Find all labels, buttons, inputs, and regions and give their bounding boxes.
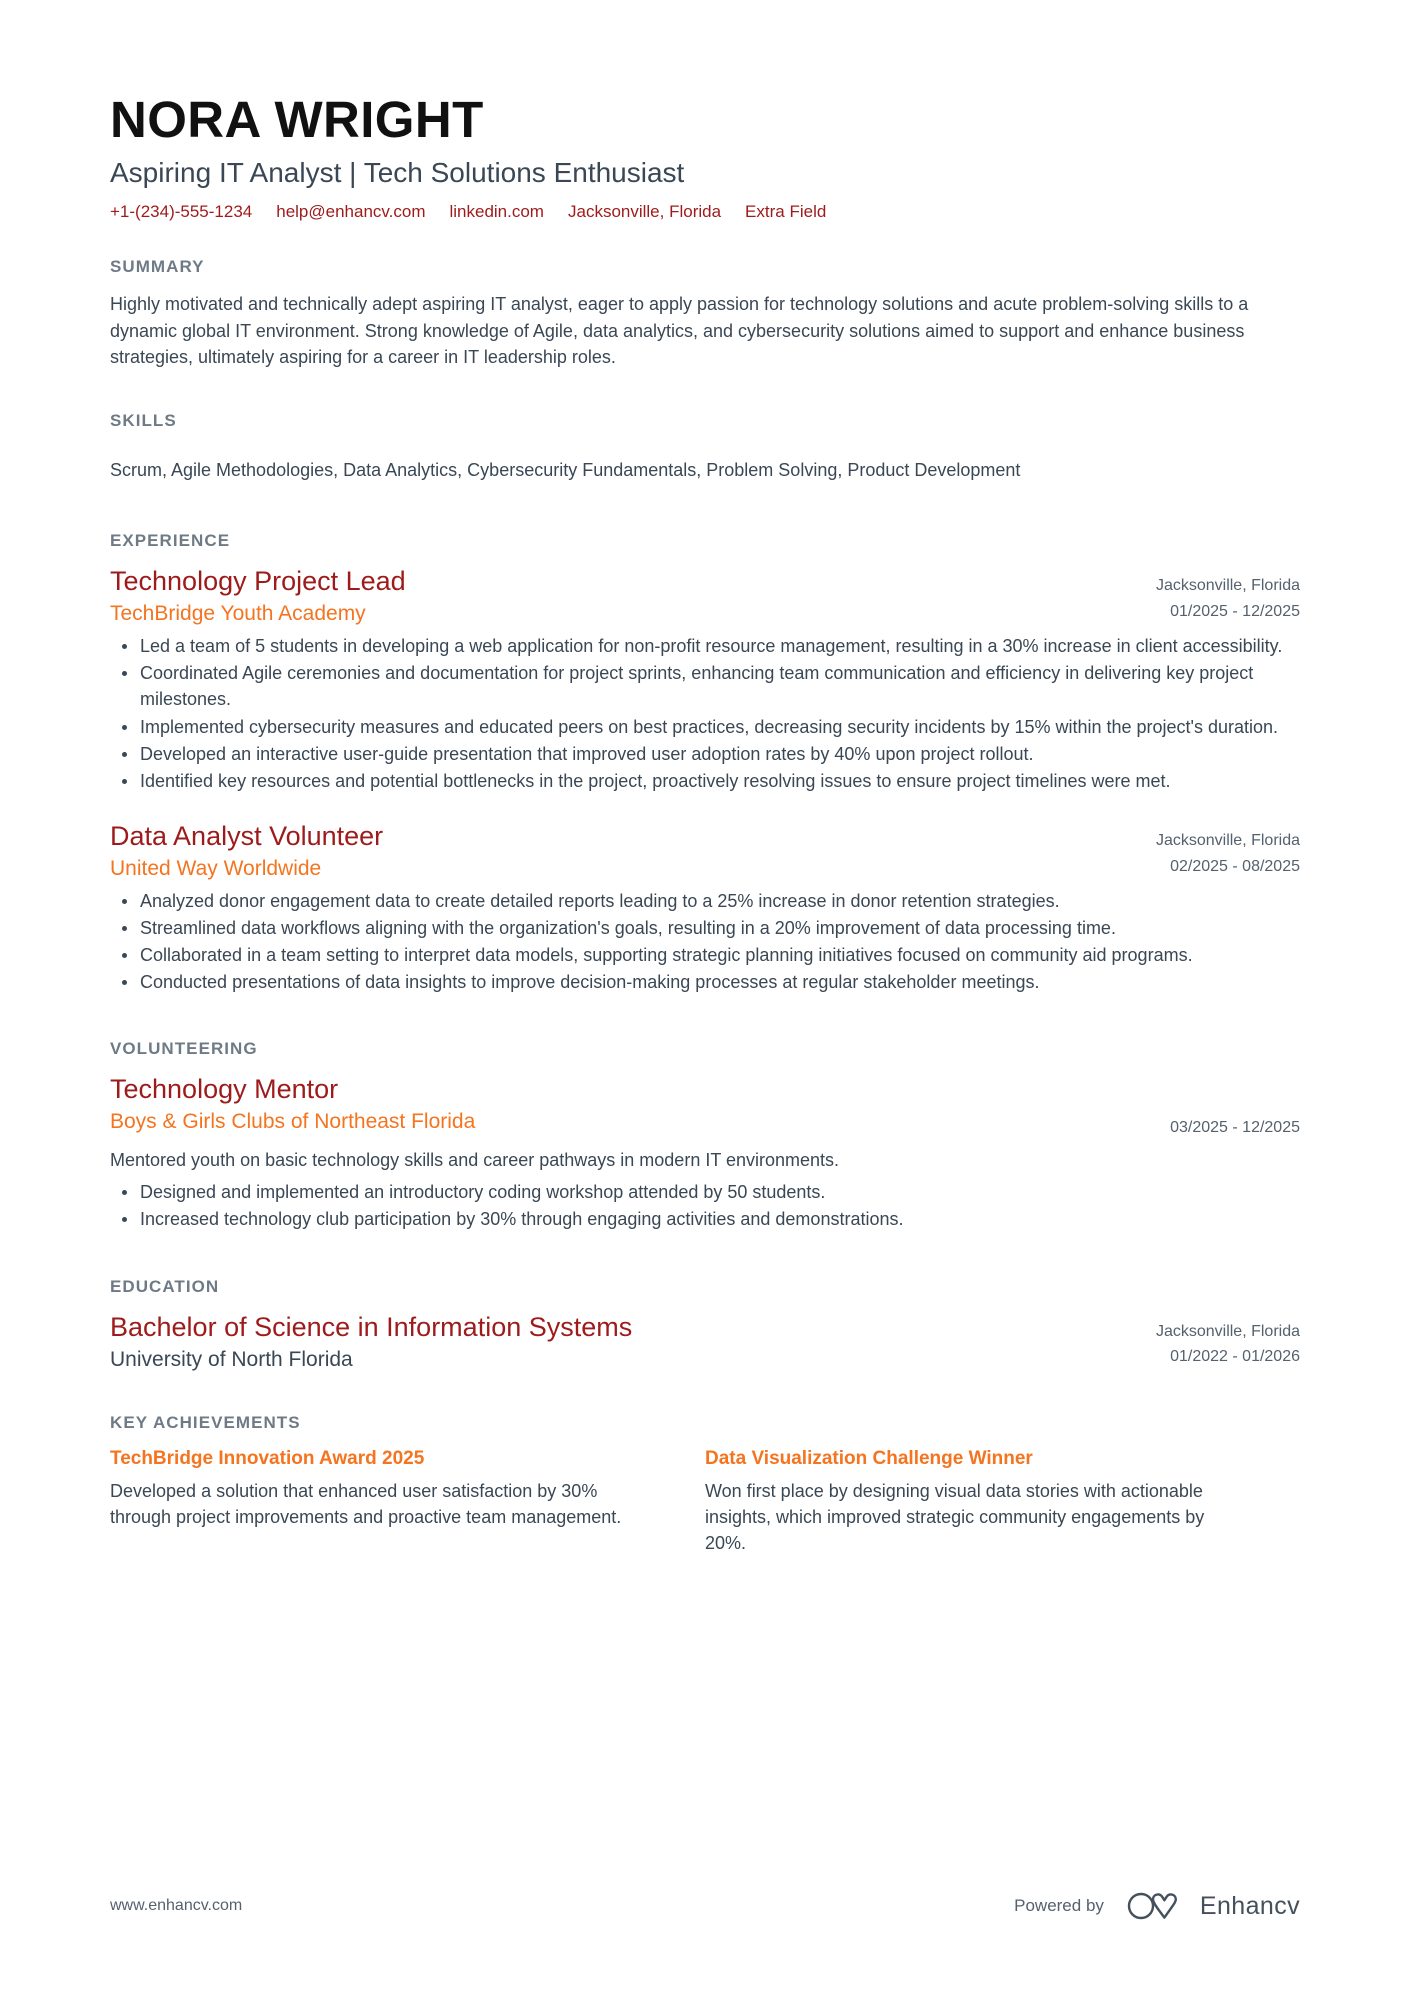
experience-organization: United Way Worldwide [110, 856, 322, 880]
enhancv-brand [1126, 1889, 1300, 1923]
enhancv-logo-icon [1126, 1889, 1188, 1923]
key-achievements-grid [110, 1447, 1300, 1556]
list-item: Identified key resources and potential bottlenecks in the project, proactively resolving issues to ensure project timelines were met. [138, 768, 1300, 794]
footer-website-url[interactable]: www.enhancv.com [110, 1897, 243, 1914]
experience-entry-header [110, 820, 1300, 882]
resume-header [110, 0, 1300, 223]
volunteering-bullets [110, 1179, 1300, 1232]
contact-email[interactable]: help@enhancv.com [276, 202, 426, 222]
education-location: Jacksonville, Florida [1155, 1322, 1300, 1340]
contact-location: Jacksonville, Florida [567, 202, 722, 222]
experience-role: Data Analyst Volunteer [110, 820, 384, 851]
enhancv-brand-name: Enhancv [1199, 1891, 1300, 1920]
list-item: Streamlined data workflows aligning with the organization's goals, resulting in a 20% improvement of data processing time. [138, 915, 1300, 941]
candidate-name: NORA WRIGHT [110, 91, 484, 148]
education-section-title: EDUCATION [110, 1276, 220, 1296]
experience-section [110, 531, 1300, 995]
summary-section-title: SUMMARY [110, 257, 205, 277]
education-school: University of North Florida [110, 1347, 353, 1371]
skills-list: Scrum, Agile Methodologies, Data Analytics, Cybersecurity Fundamentals, Problem Solving, Product Development [110, 459, 1021, 480]
list-item: Coordinated Agile ceremonies and documentation for project sprints, enhancing team communication and efficiency in delivering key project milestones. [138, 660, 1300, 712]
achievement-card [705, 1447, 1300, 1556]
volunteering-meta [1170, 1073, 1300, 1141]
achievement-text: Developed a solution that enhanced user satisfaction by 30% through project improvements and proactive team management. [110, 1480, 622, 1527]
experience-organization: TechBridge Youth Academy [110, 601, 366, 625]
volunteering-organization: Boys & Girls Clubs of Northeast Florida [110, 1110, 476, 1134]
experience-entry-header [110, 565, 1300, 627]
volunteering-section [110, 1039, 1300, 1232]
experience-entry [110, 565, 1300, 794]
experience-dates: 02/2025 - 08/2025 [1170, 857, 1300, 875]
achievement-text: Won first place by designing visual data stories with actionable insights, which improved strategic community engagements by 20%. [705, 1480, 1205, 1554]
experience-meta [1156, 565, 1300, 625]
volunteering-entry [110, 1073, 1300, 1232]
list-item: Collaborated in a team setting to interpret data models, supporting strategic planning initiatives focused on community aid programs. [138, 942, 1300, 968]
education-degree: Bachelor of Science in Information Systems [110, 1311, 633, 1342]
list-item: Analyzed donor engagement data to create detailed reports leading to a 25% increase in donor retention strategies. [138, 888, 1300, 914]
key-achievements-section [110, 1413, 1300, 1556]
skills-section-title: SKILLS [110, 410, 177, 430]
achievement-title: Data Visualization Challenge Winner [705, 1447, 1033, 1469]
education-dates: 01/2022 - 01/2026 [1170, 1348, 1300, 1366]
contact-extra-field: Extra Field [745, 202, 827, 222]
experience-bullets [110, 633, 1300, 794]
achievement-title: TechBridge Innovation Award 2025 [110, 1447, 425, 1469]
volunteering-section-title: VOLUNTEERING [110, 1039, 258, 1059]
list-item: Conducted presentations of data insights to improve decision-making processes at regular stakeholder meetings. [138, 969, 1300, 995]
experience-location: Jacksonville, Florida [1155, 576, 1300, 594]
key-achievements-section-title: KEY ACHIEVEMENTS [110, 1412, 301, 1432]
experience-location: Jacksonville, Florida [1155, 831, 1300, 849]
experience-entry [110, 820, 1300, 996]
experience-bullets [110, 888, 1300, 995]
experience-meta [1156, 820, 1300, 880]
experience-role: Technology Project Lead [110, 565, 406, 596]
volunteering-dates: 03/2025 - 12/2025 [1170, 1119, 1300, 1137]
contact-phone[interactable]: +1-(234)-555-1234 [110, 202, 253, 222]
education-meta [1156, 1311, 1300, 1371]
list-item: Led a team of 5 students in developing a web application for non-profit resource management, resulting in a 30% increase in client accessibility. [138, 633, 1300, 659]
skills-section [110, 411, 1300, 483]
list-item: Designed and implemented an introductory coding workshop attended by 50 students. [138, 1179, 1300, 1205]
education-section [110, 1277, 1300, 1373]
volunteering-role: Technology Mentor [110, 1074, 339, 1105]
summary-section [110, 257, 1300, 370]
list-item: Developed an interactive user-guide presentation that improved user adoption rates by 40% upon project rollout. [138, 741, 1300, 767]
contact-row [110, 201, 1300, 223]
volunteering-entry-header [110, 1073, 1300, 1141]
experience-dates: 01/2025 - 12/2025 [1170, 602, 1300, 620]
education-entry-header [110, 1311, 1300, 1373]
footer-brand-block [1014, 1889, 1300, 1923]
list-item: Implemented cybersecurity measures and educated peers on best practices, decreasing security incidents by 15% within the project's duration. [138, 714, 1300, 740]
achievement-card [110, 1447, 705, 1556]
education-entry [110, 1311, 1300, 1373]
powered-by-label: Powered by [1014, 1896, 1104, 1915]
list-item: Increased technology club participation by 30% through engaging activities and demonstrations. [138, 1206, 1300, 1232]
volunteering-description: Mentored youth on basic technology skills and career pathways in modern IT environments. [110, 1150, 840, 1171]
candidate-headline: Aspiring IT Analyst | Tech Solutions Enthusiast [110, 157, 685, 189]
summary-text: Highly motivated and technically adept aspiring IT analyst, eager to apply passion for technology solutions and acute problem-solving skills to a dynamic global IT environment. Strong knowledge of Agile, data analytics, and cybersecurity solutions aimed to support and enhance business strategies, ultimately aspiring for a career in IT leadership roles. [110, 294, 1249, 368]
experience-section-title: EXPERIENCE [110, 530, 231, 550]
contact-linkedin[interactable]: linkedin.com [449, 202, 544, 222]
resume-footer [110, 1889, 1300, 1923]
